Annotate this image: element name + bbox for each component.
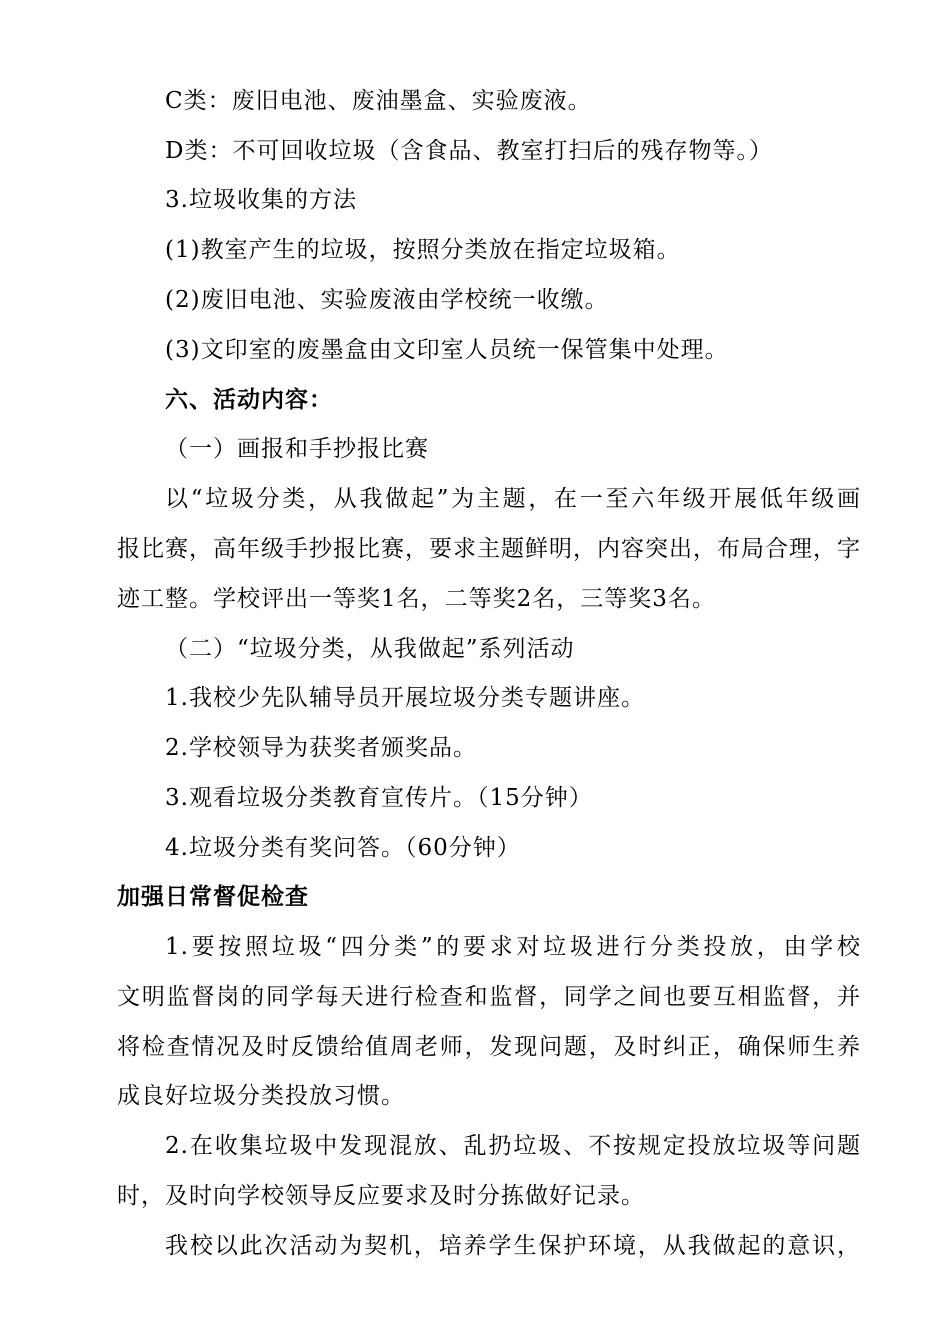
section-heading: 加强日常督促检查 <box>117 884 309 910</box>
paragraph-line: 以“垃圾分类，从我做起”为主题，在一至六年级开展低年级画 <box>165 486 861 512</box>
paragraph-line: 1.要按照垃圾“四分类”的要求对垃圾进行分类投放，由学校 <box>165 934 861 960</box>
paragraph-line: 我校以此次活动为契机，培养学生保护环境，从我做起的意识， <box>165 1233 861 1259</box>
text-line: (2)废旧电池、实验废液由学校统一收缴。 <box>165 287 609 313</box>
text-line: (1)教室产生的垃圾，按照分类放在指定垃圾箱。 <box>165 237 681 263</box>
text-line: (3)文印室的废墨盒由文印室人员统一保管集中处理。 <box>165 337 729 363</box>
section-heading: 六、活动内容： <box>165 387 333 413</box>
paragraph-line: 时，及时向学校领导反应要求及时分拣做好记录。 <box>117 1183 645 1209</box>
paragraph-line: 将检查情况及时反馈给值周老师，发现问题，及时纠正，确保师生养 <box>117 1034 861 1060</box>
text-line: D类：不可回收垃圾（含食品、教室打扫后的残存物等。） <box>165 138 773 164</box>
list-item: 2.学校领导为获奖者颁奖品。 <box>165 735 477 761</box>
paragraph-line: 2.在收集垃圾中发现混放、乱扔垃圾、不按规定投放垃圾等问题 <box>165 1133 861 1159</box>
paragraph-line: 迹工整。学校评出一等奖1名，二等奖2名，三等奖3名。 <box>117 586 716 612</box>
paragraph-line: 文明监督岗的同学每天进行检查和监督，同学之间也要互相监督，并 <box>117 984 861 1010</box>
paragraph-line: 报比赛，高年级手抄报比赛，要求主题鲜明，内容突出，布局合理，字 <box>117 536 861 562</box>
subsection-heading: （二）“垃圾分类，从我做起”系列活动 <box>165 636 575 662</box>
list-item: 4.垃圾分类有奖问答。（60分钟） <box>165 835 521 861</box>
paragraph-line: 成良好垃圾分类投放习惯。 <box>117 1083 405 1109</box>
list-item: 3.观看垃圾分类教育宣传片。（15分钟） <box>165 785 593 811</box>
text-line: 3.垃圾收集的方法 <box>165 187 357 213</box>
subsection-heading: （一）画报和手抄报比赛 <box>165 436 429 462</box>
text-line: C类：废旧电池、废油墨盒、实验废液。 <box>165 88 592 114</box>
list-item: 1.我校少先队辅导员开展垃圾分类专题讲座。 <box>165 685 645 711</box>
